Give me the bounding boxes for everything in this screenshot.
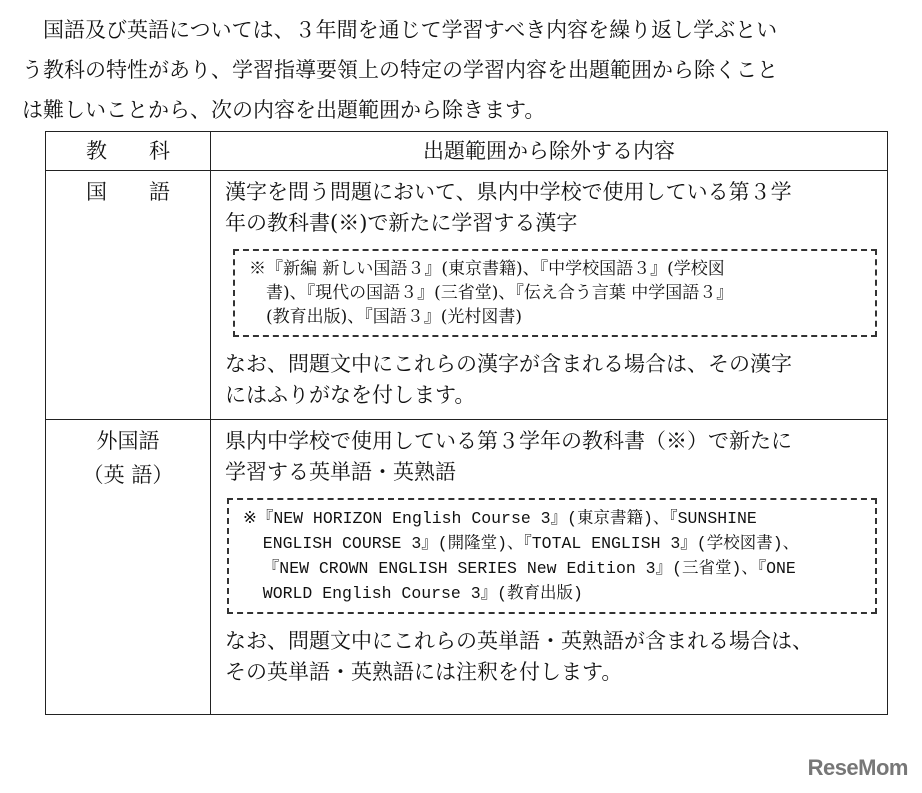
note-line: (教育出版)、『国語３』(光村図書) [249,307,523,327]
content-cell [211,420,888,715]
table-row [46,171,888,420]
note-line: 『NEW CROWN ENGLISH SERIES New Edition 3』(三省堂)、『ONE [243,559,796,578]
textbook-note-box [227,498,877,614]
intro-paragraph [22,10,902,130]
note-line: ※『NEW HORIZON English Course 3』(東京書籍)、『SUNSHINE [243,509,757,528]
intro-line: 国語及び英語については、３年間を通じて学習すべき内容を繰り返し学ぶとい [22,18,778,42]
subject-label: （英 語） [82,463,174,487]
header-content: 出題範囲から除外する内容 [211,132,888,171]
table-row [46,420,888,715]
textbook-note-box [233,249,877,337]
subject-label: 国 語 [86,180,170,204]
content-line: 県内中学校で使用している第３学年の教科書（※）で新たに [225,429,792,453]
content-line: にはふりがなを付します。 [225,383,476,407]
content-line: 学習する英単語・英熟語 [225,460,456,484]
subject-label: 外国語 [96,429,160,453]
intro-line: は難しいことから、次の内容を出題範囲から除きます。 [22,98,546,122]
subject-cell [46,420,211,715]
exclusion-table [45,131,888,715]
content-line: なお、問題文中にこれらの漢字が含まれる場合は、その漢字 [225,352,792,376]
table-header-row [46,132,888,171]
subject-cell [46,171,211,420]
note-line: ※『新編 新しい国語３』(東京書籍)、『中学校国語３』(学校図 [249,259,725,279]
content-line: なお、問題文中にこれらの英単語・英熟語が含まれる場合は、 [225,629,813,653]
header-subject: 教 科 [46,132,211,171]
content-cell [211,171,888,420]
note-line: ENGLISH COURSE 3』(開隆堂)、『TOTAL ENGLISH 3』(学校図書)、 [243,534,800,553]
intro-line: う教科の特性があり、学習指導要領上の特定の学習内容を出題範囲から除くこと [22,58,778,82]
content-line: 漢字を問う問題において、県内中学校で使用している第３学 [225,180,792,204]
resemom-watermark-logo: ReseMom [807,755,908,780]
note-line: WORLD English Course 3』(教育出版) [243,584,583,603]
content-line: 年の教科書(※)で新たに学習する漢字 [225,211,578,235]
note-line: 書)、『現代の国語３』(三省堂)、『伝え合う言葉 中学国語３』 [249,283,734,303]
content-line: その英単語・英熟語には注釈を付します。 [225,660,623,684]
